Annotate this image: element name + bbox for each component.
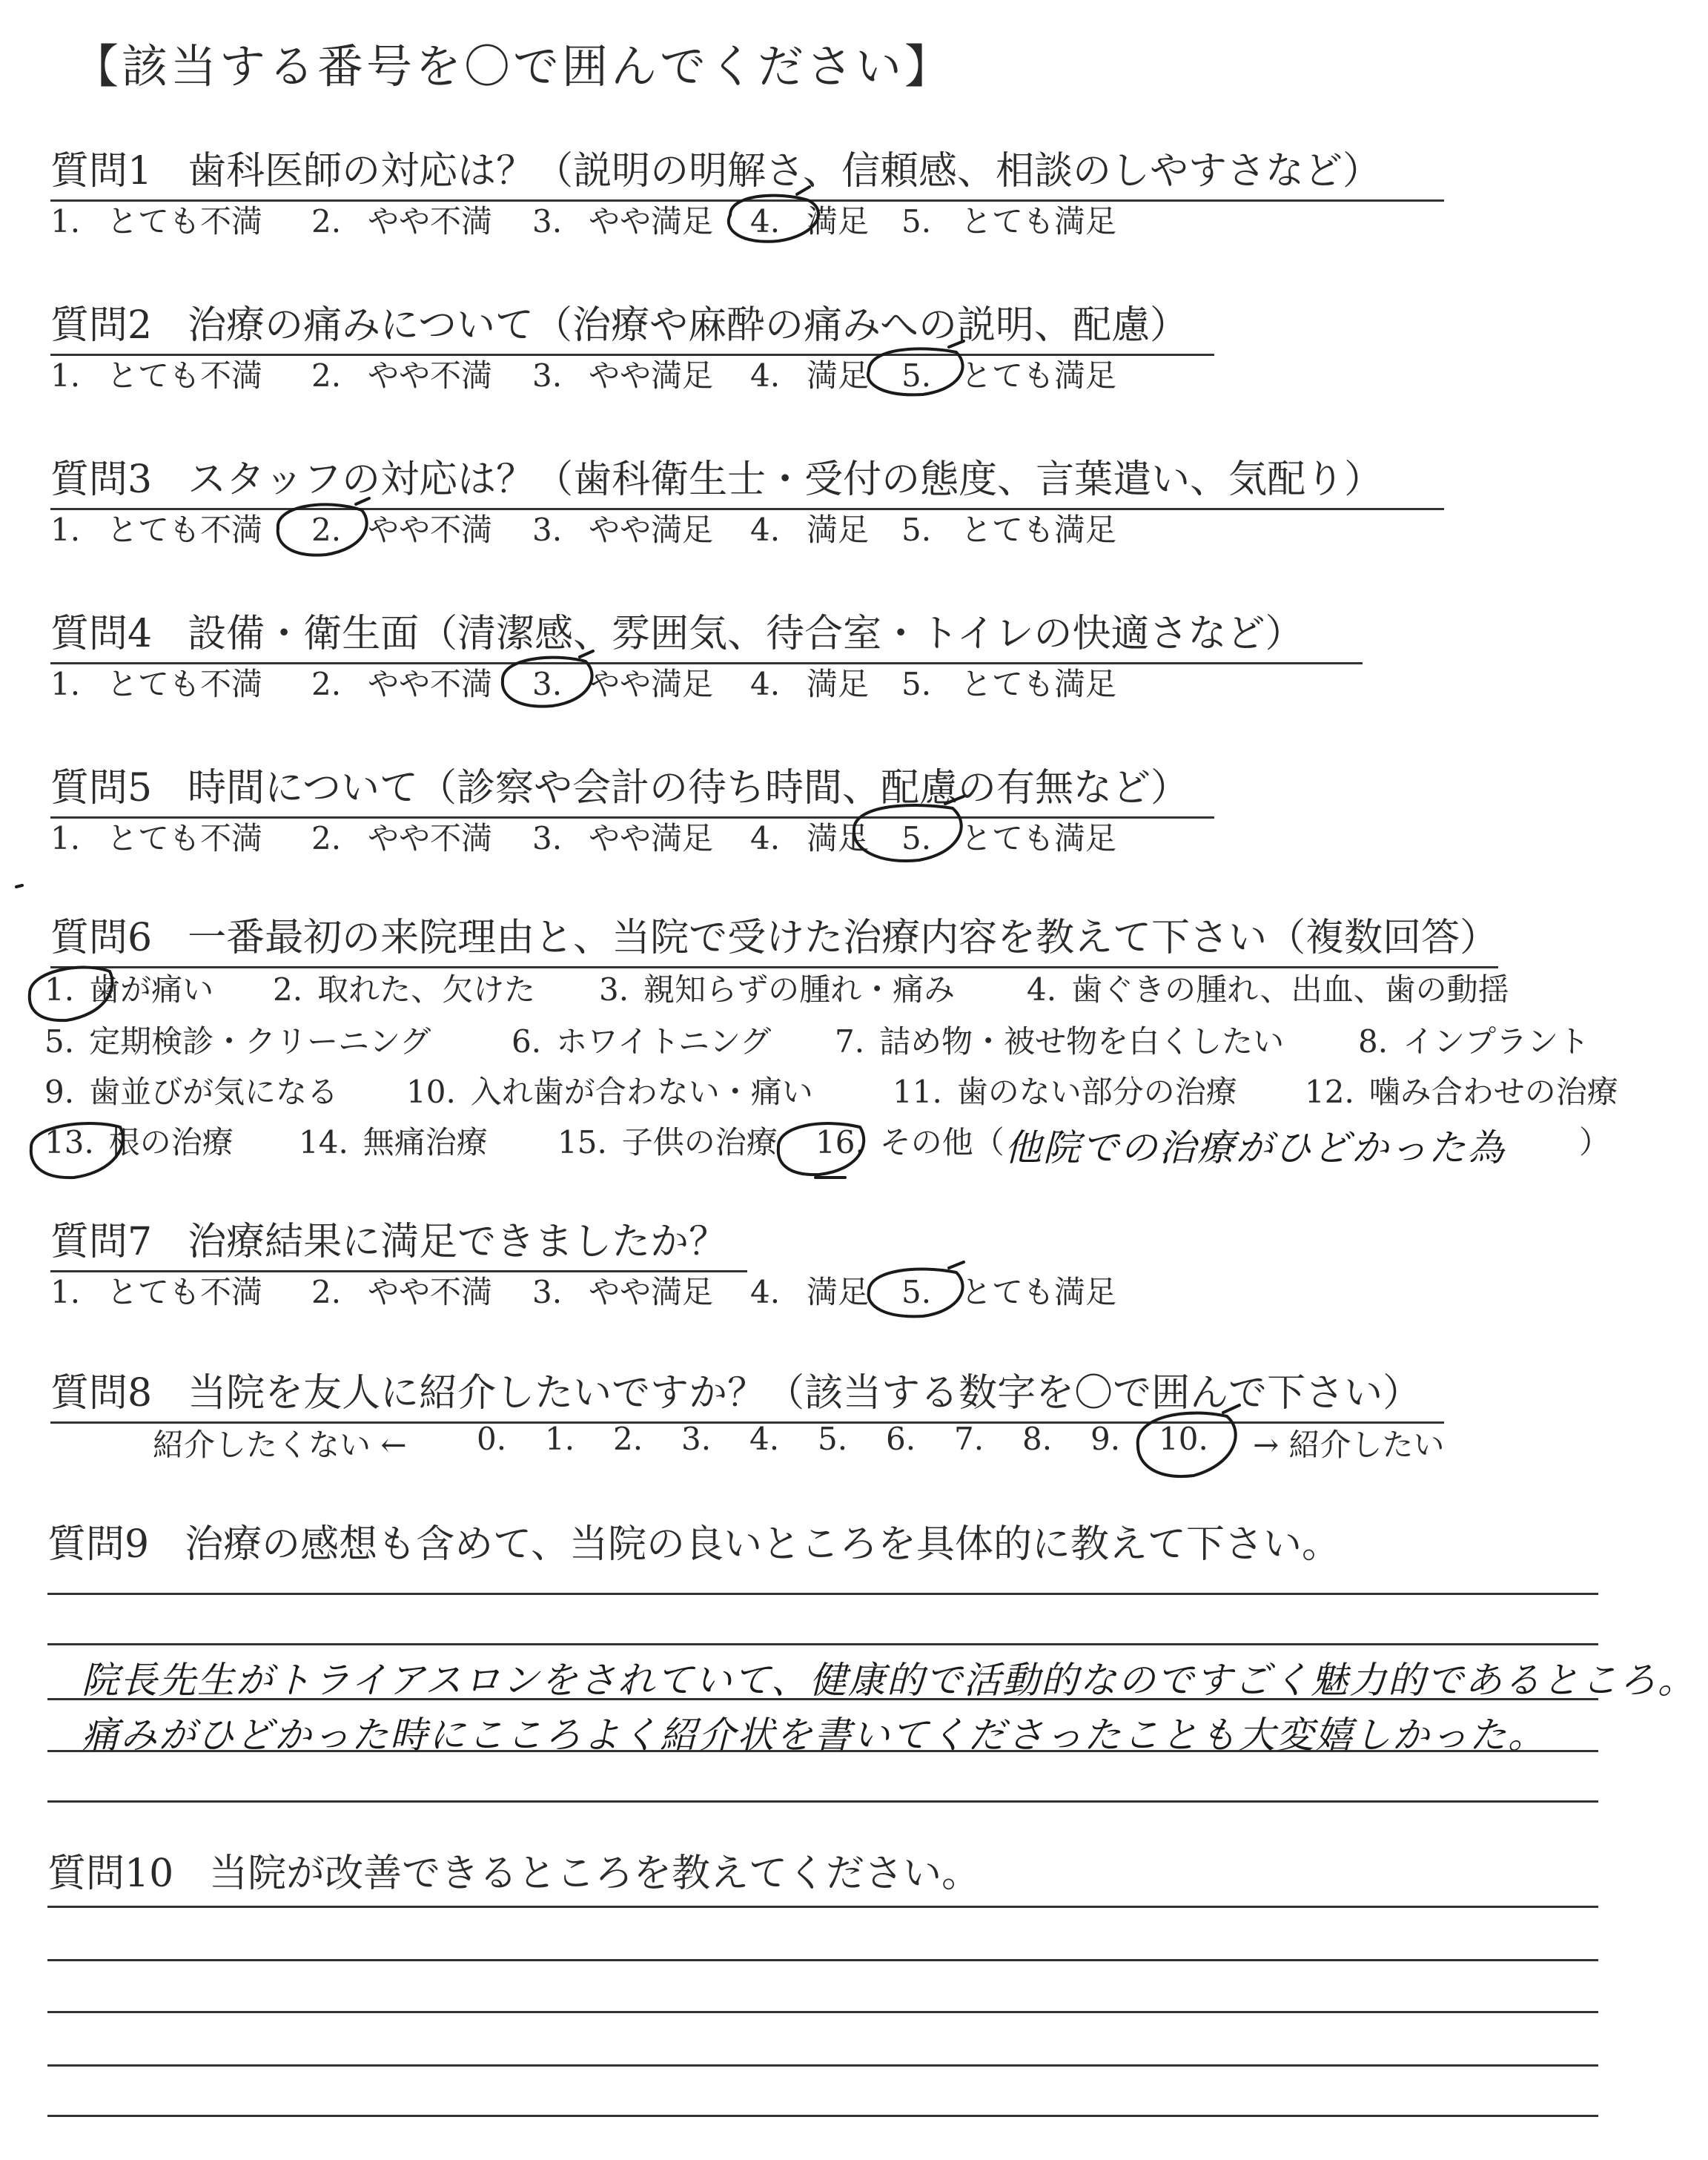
option-number: 4. [750,1274,781,1310]
option-number: 15. [557,1124,607,1160]
q3-label: 質問3 [50,458,153,502]
option-label: 満足 [807,1274,870,1310]
option-label: ホワイトニング [556,1023,772,1060]
option-number: 3. [599,971,629,1008]
q9-rule [47,1800,1598,1803]
q8-scale-value[interactable]: 1. [545,1421,575,1457]
option-number: 2. [273,971,303,1008]
option-label: とても満足 [961,203,1117,240]
option-number: 16. [815,1124,865,1160]
option-label: やや満足 [589,666,714,702]
option-label: やや満足 [589,357,714,394]
q10-title [47,1842,980,1898]
option-number: 3. [532,666,563,702]
option-number: 5. [901,820,932,856]
q6-other-close: ） [1579,1124,1611,1160]
q5-label: 質問5 [50,766,153,810]
q6-option-13[interactable] [44,1118,234,1163]
option-label: やや不満 [368,203,493,240]
option-label: とても不満 [107,666,263,702]
q10-text: 当院が改善できるところを教えてください。 [209,1852,981,1896]
option-number: 1. [50,357,81,394]
q10-rule [47,2011,1598,2013]
q2-title [50,294,1214,356]
option-label: とても満足 [961,666,1117,702]
q10-label: 質問10 [47,1852,174,1896]
q1-option-4[interactable] [750,197,869,242]
q4-text: 設備・衛生面（清潔感、雰囲気、待合室・トイレの快適さなど） [188,612,1304,656]
option-label: とても満足 [961,357,1117,394]
q6-option-5[interactable] [44,1017,431,1062]
option-label: とても不満 [107,1274,263,1310]
option-label: やや満足 [589,203,714,240]
q10-rule [47,1906,1598,1908]
q7-text: 治療結果に満足できましたか？ [188,1220,728,1264]
option-number: 4. [1027,971,1057,1008]
q3-text: スタッフの対応は？（歯科衛生士・受付の態度、言葉遣い、気配り） [188,458,1383,502]
option-number: 4. [750,512,781,548]
q10-rule [47,2115,1598,2117]
q6-option-14[interactable] [299,1118,488,1163]
option-number: 4. [750,203,781,240]
option-number: 1. [44,971,75,1008]
q2-option-2[interactable] [311,351,492,396]
option-number: 5. [901,1274,932,1310]
option-label: 満足 [807,203,870,240]
q6-option-4[interactable] [1027,965,1509,1010]
option-number: 3. [532,1274,563,1310]
q7-option-2[interactable] [311,1268,492,1312]
option-label: 満足 [807,512,870,548]
q8-scale-value[interactable]: 4. [749,1421,780,1457]
q6-option-2[interactable] [273,965,535,1010]
option-number: 2. [311,666,342,702]
q5-option-3[interactable] [532,814,713,859]
option-number: 2. [311,1274,342,1310]
option-number: 10. [406,1074,456,1110]
q10-rule [47,1959,1598,1961]
q6-option-10[interactable] [406,1068,813,1112]
option-number: 5. [44,1023,75,1060]
q4-title [50,602,1363,664]
q4-option-2[interactable] [311,660,492,704]
q1-title [50,139,1444,202]
q1-option-3[interactable] [532,197,713,242]
q1-option-2[interactable] [311,197,492,242]
q9-text: 治療の感想も含めて、当院の良いところを具体的に教えて下さい。 [185,1522,1341,1567]
q8-scale-value[interactable]: 3. [681,1421,712,1457]
q6-option-11[interactable] [893,1068,1237,1112]
q7-option-1[interactable] [50,1268,262,1312]
q5-option-2[interactable] [311,814,492,859]
option-number: 1. [50,512,81,548]
q1-option-5[interactable] [901,197,1116,242]
q2-option-4[interactable] [750,351,869,396]
option-label: 詰め物・被せ物を白くしたい [879,1023,1285,1060]
option-number: 7. [835,1023,865,1060]
q3-option-5[interactable] [901,506,1116,550]
q8-scale-value[interactable]: 8. [1022,1421,1053,1457]
q9-label: 質問9 [47,1522,150,1567]
q2-option-1[interactable] [50,351,262,396]
q5-title [50,756,1214,819]
option-label: 満足 [807,666,870,702]
q7-option-3[interactable] [532,1268,713,1312]
option-number: 3. [532,357,563,394]
q8-label: 質問8 [50,1371,153,1416]
option-label: やや不満 [368,666,493,702]
option-number: 5. [901,512,932,548]
option-number: 4. [750,820,781,856]
option-label: やや満足 [589,512,714,548]
option-number: 4. [750,357,781,394]
option-label: とても不満 [107,203,263,240]
q7-option-5[interactable] [901,1268,1116,1312]
q2-text: 治療の痛みについて（治療や麻酔の痛みへの説明、配慮） [188,303,1189,348]
option-number: 14. [299,1124,348,1160]
option-number: 3. [532,203,563,240]
option-label: 歯並びが気になる [89,1074,339,1110]
option-number: 6. [512,1023,542,1060]
q6-label: 質問6 [50,916,153,960]
option-label: やや不満 [368,357,493,394]
q3-option-1[interactable] [50,506,262,550]
q6-option-16[interactable] [815,1118,1004,1163]
option-label: インプラント [1403,1023,1590,1060]
option-number: 3. [532,820,563,856]
q6-option-8[interactable] [1358,1017,1589,1062]
option-label: その他（ [879,1124,1004,1160]
option-label: やや不満 [368,820,493,856]
q5-option-5[interactable] [901,814,1116,859]
option-label: 満足 [807,820,870,856]
option-number: 5. [901,666,932,702]
q8-scale-value[interactable]: 6. [886,1421,916,1457]
option-label: とても不満 [107,357,263,394]
q6-option-6[interactable] [512,1017,771,1062]
q3-title [50,448,1444,510]
q3-option-3[interactable] [532,506,713,550]
option-number: 11. [893,1074,942,1110]
q3-option-2[interactable] [311,506,492,550]
q6-option-7[interactable] [835,1017,1284,1062]
option-label: 入れ歯が合わない・痛い [470,1074,813,1110]
q8-scale-value[interactable]: 5. [818,1421,848,1457]
q10-rule [47,2064,1598,2067]
option-label: とても満足 [961,1274,1117,1310]
option-label: 根の治療 [108,1124,234,1160]
option-number: 9. [44,1074,75,1110]
option-label: とても不満 [107,512,263,548]
q9-rule [47,1643,1598,1645]
option-label: とても満足 [961,512,1117,548]
option-label: 取れた、欠けた [317,971,536,1008]
q9-answer-line: 痛みがひどかった時にこころよく紹介状を書いてくださったことも大変嬉しかった。 [82,1714,1546,1757]
q7-label: 質問7 [50,1220,153,1264]
q1-option-1[interactable] [50,197,262,242]
option-number: 1. [50,820,81,856]
q8-scale-value[interactable]: 10. [1159,1421,1208,1457]
q5-option-4[interactable] [750,814,869,859]
q2-option-3[interactable] [532,351,713,396]
q6-option-12[interactable] [1305,1068,1618,1112]
option-label: 歯のない部分の治療 [956,1074,1237,1110]
option-label: 満足 [807,357,870,394]
q4-label: 質問4 [50,612,153,656]
page-title: 【該当する番号を〇で囲んでください】 [73,39,954,93]
option-number: 8. [1358,1023,1388,1060]
ink-speck [16,885,22,887]
q3-option-4[interactable] [750,506,869,550]
q6-text: 一番最初の来院理由と、当院で受けた治療内容を教えて下さい（複数回答） [188,916,1499,960]
option-label: 噛み合わせの治療 [1368,1074,1618,1110]
option-label: 歯が痛い [89,971,214,1008]
option-number: 5. [901,357,932,394]
option-number: 5. [901,203,932,240]
option-label: 歯ぐきの腫れ、出血、歯の動揺 [1071,971,1509,1008]
option-label: やや不満 [368,512,493,548]
option-label: やや満足 [589,820,714,856]
q6-option-9[interactable] [44,1068,338,1112]
option-number: 2. [311,820,342,856]
q9-answer-line: 院長先生がトライアスロンをされていて、健康的で活動的なのですごく魅力的であるところ。 [82,1659,1696,1702]
option-label: やや満足 [589,1274,714,1310]
option-label: とても満足 [961,820,1117,856]
option-number: 4. [750,666,781,702]
q9-title [47,1513,1340,1568]
option-label: 定期検診・クリーニング [89,1023,431,1060]
q8-text: 当院を友人に紹介したいですか？（該当する数字を〇で囲んで下さい） [188,1371,1422,1416]
q6-option-15[interactable] [557,1118,778,1163]
option-number: 13. [44,1124,94,1160]
q8-scale-value[interactable]: 2. [613,1421,643,1457]
q7-option-4[interactable] [750,1268,869,1312]
option-number: 1. [50,203,81,240]
q6-other-handwritten: 他院での治療がひどかった為 [1004,1126,1506,1169]
option-number: 1. [50,1274,81,1310]
q4-option-5[interactable] [901,660,1116,704]
q5-text: 時間について（診察や会計の待ち時間、配慮の有無など） [188,766,1190,810]
option-label: 無痛治療 [363,1124,488,1160]
q2-option-5[interactable] [901,351,1116,396]
q8-title [50,1361,1444,1424]
q9-rule [47,1593,1598,1595]
q8-scale-value[interactable]: 7. [954,1421,984,1457]
option-number: 2. [311,512,342,548]
q1-label: 質問1 [50,149,153,194]
q8-scale-value[interactable]: 0. [477,1421,507,1457]
option-number: 12. [1305,1074,1354,1110]
q8-scale-value[interactable]: 9. [1090,1421,1121,1457]
q6-title [50,906,1498,968]
q6-option-1[interactable] [44,965,214,1010]
option-number: 3. [532,512,563,548]
option-label: 親知らずの腫れ・痛み [643,971,956,1008]
option-number: 2. [311,357,342,394]
q8-right-label: → 紹介したい [1253,1427,1445,1463]
q4-option-1[interactable] [50,660,262,704]
q7-title [50,1210,747,1272]
q2-label: 質問2 [50,303,153,348]
q5-option-1[interactable] [50,814,262,859]
q4-option-3[interactable] [532,660,713,704]
option-label: とても不満 [107,820,263,856]
option-label: 子供の治療 [621,1124,778,1160]
option-label: やや不満 [368,1274,493,1310]
q8-left-label: 紹介したくない ← [153,1427,407,1463]
q4-option-4[interactable] [750,660,869,704]
option-number: 1. [50,666,81,702]
q6-option-3[interactable] [599,965,955,1010]
q1-text: 歯科医師の対応は？（説明の明解さ、信頼感、相談のしやすさなど） [188,149,1382,194]
option-number: 2. [311,203,342,240]
